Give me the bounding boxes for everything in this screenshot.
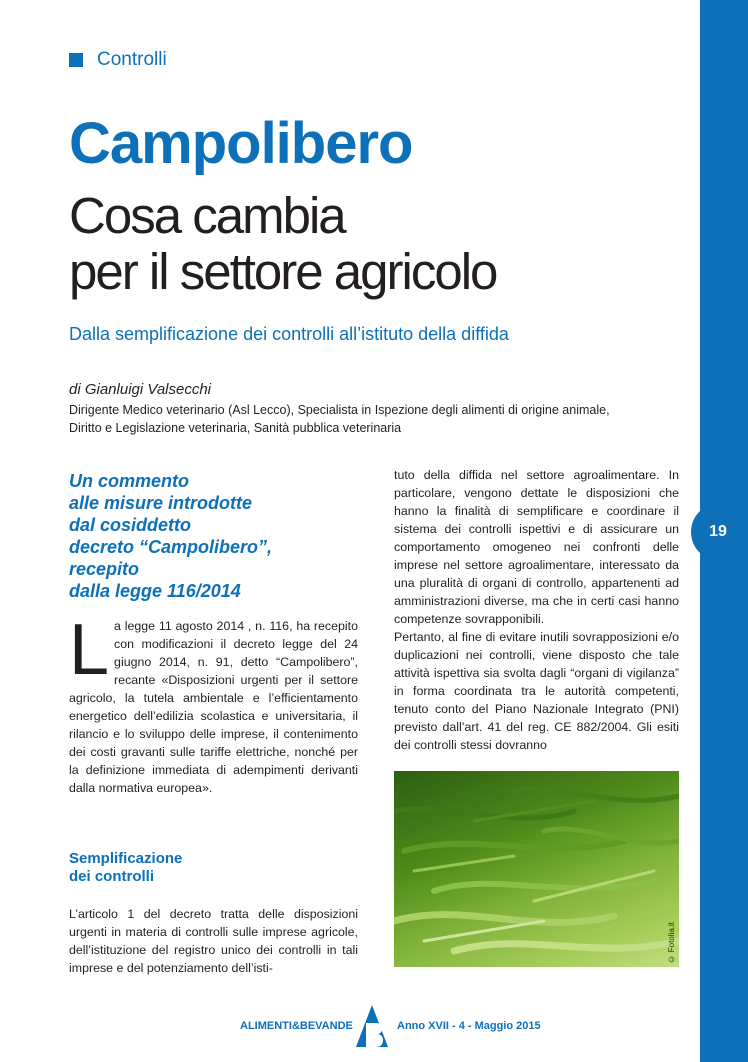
footer-issue-info: Anno XVII - 4 - Maggio 2015: [397, 1020, 541, 1032]
body-paragraph-1: a legge 11 agosto 2014 , n. 116, ha recepito con modificazioni il decreto legge del 24 giugno 2014, n. 91, detto “Campolibero”, recante «Disposizioni urgenti per il settore agricolo, la tutela ambientale e l’efficientamento energetico dell’edilizia scolastica e universitaria, il rilancio e lo sviluppo delle imprese, il contenimento dei costi gravanti sulle tariffe elettriche, nonché per la definizione immediata di adempimenti derivanti dalla normativa europea».: [69, 619, 358, 795]
dropcap: L: [69, 610, 110, 690]
photo-credit: © Fotolia.it: [667, 921, 676, 963]
author-info-line-2: Diritto e Legislazione veterinaria, Sanità pubblica veterinaria: [69, 421, 402, 435]
page-number: 19: [691, 503, 748, 561]
body-column-1-lower: [69, 905, 358, 977]
headline-secondary: [69, 188, 496, 300]
headline-line-2: Cosa cambia: [69, 187, 345, 244]
section-square-icon: [69, 53, 83, 67]
body-paragraph-4: Pertanto, al fine di evitare inutili sovrapposizioni e/o duplicazioni nei controlli, viene disposto che tale attività ispettiva sia svolta dagli “organi di vigilanza” in forma coordinata tra le autorità competenti, tenuto conto del Piano Nazionale Integrato (PNI) previsto dall’art. 41 del reg. CE 882/2004. Gli esiti dei controlli stessi dovranno: [394, 630, 679, 752]
subheading: Semplificazione dei controlli: [69, 850, 183, 885]
wheat-field-photo: [394, 771, 679, 967]
section-label-text: Controlli: [97, 49, 167, 70]
body-paragraph-2: L’articolo 1 del decreto tratta delle disposizioni urgenti in materia di controlli sulle imprese agricole, dell’istituzione del registro unico dei controlli in tali imprese e del potenziamento dell’isti-: [69, 907, 358, 975]
body-column-2: [394, 466, 679, 754]
author-info-line-1: Dirigente Medico veterinario (Asl Lecco), Specialista in Ispezione degli alimenti di origine animale,: [69, 403, 610, 417]
subtitle: Dalla semplificazione dei controlli all’istituto della diffida: [69, 324, 509, 344]
footer-magazine-name: ALIMENTI&BEVANDE: [240, 1020, 353, 1032]
body-paragraph-3: tuto della diffida nel settore agroalimentare. In particolare, vengono dettate le disposizioni che hanno la finalità di semplificare e coordinare il sistema dei controlli ispettivi e di assicurare un comportamento omogeneo nei confronti delle imprese nel settore agroalimentare, interessato da una pluralità di organi di controllo, appartenenti ad amministrazioni diverse, ma che in certi casi hanno competenze sovrapponibili.: [394, 468, 679, 626]
body-column-1: [69, 610, 358, 797]
headline-main: Campolibero: [69, 111, 413, 176]
magazine-logo-icon: [354, 1003, 390, 1049]
headline-line-3: per il settore agricolo: [69, 243, 497, 300]
wheat-stalks-illustration: [394, 771, 679, 967]
author-byline: di Gianluigi Valsecchi: [69, 381, 212, 398]
section-label: [69, 49, 167, 71]
author-info: [69, 401, 669, 437]
lead-paragraph: Un commento alle misure introdotte dal cosiddetto decreto “Campolibero”, recepito dalla legge 116/2014: [69, 471, 273, 601]
